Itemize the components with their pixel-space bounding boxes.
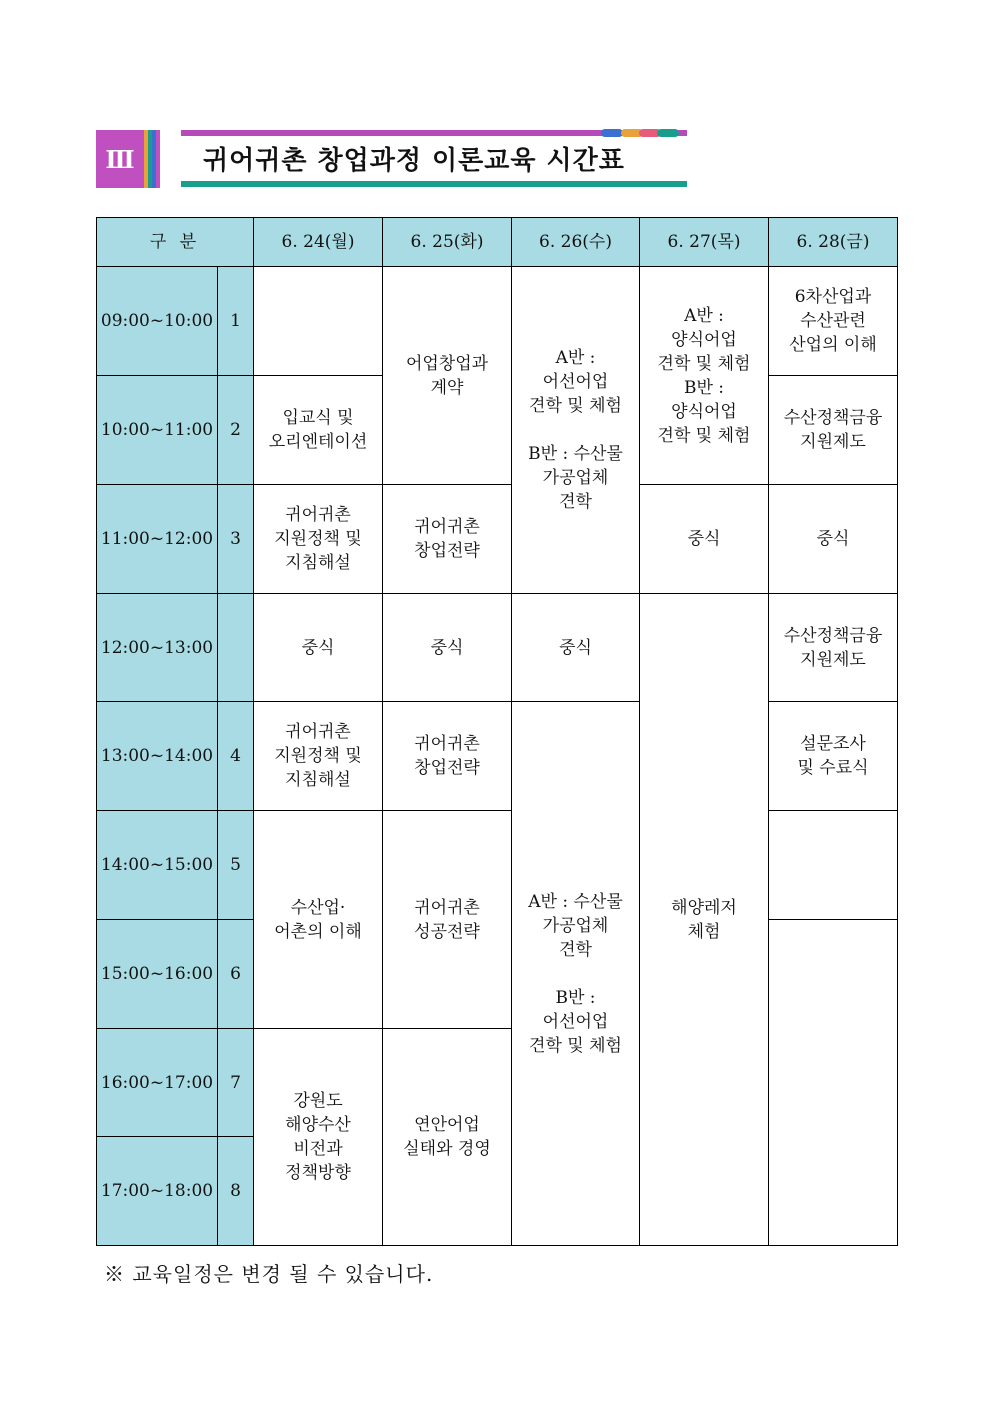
tue-p3: 귀어귀촌 창업전략 [383, 485, 512, 594]
day-header-wed: 6. 26(수) [512, 218, 640, 267]
period-cell: 1 [218, 267, 254, 376]
table-row [97, 485, 898, 594]
fri-lunch-slot: 수산정책금융 지원제도 [769, 594, 898, 702]
time-cell: 12:00~13:00 [97, 594, 218, 702]
table-row [97, 594, 898, 702]
day-header-mon: 6. 24(월) [254, 218, 383, 267]
period-cell: 4 [218, 702, 254, 811]
day-header-fri: 6. 28(금) [769, 218, 898, 267]
thu-p4-8: 해양레저 체험 [640, 594, 769, 1246]
schedule-table [96, 217, 898, 1246]
title-bottom-bar [181, 181, 687, 187]
fri-p4: 설문조사 및 수료식 [769, 702, 898, 811]
mon-p3: 귀어귀촌 지원정책 및 지침해설 [254, 485, 383, 594]
wed-lunch: 중식 [512, 594, 640, 702]
tue-lunch: 중식 [383, 594, 512, 702]
tue-p7-8: 연안어업 실태와 경영 [383, 1029, 512, 1246]
time-cell: 14:00~15:00 [97, 811, 218, 920]
day-header-thu: 6. 27(목) [640, 218, 769, 267]
time-cell: 15:00~16:00 [97, 920, 218, 1029]
mon-p4: 귀어귀촌 지원정책 및 지침해설 [254, 702, 383, 811]
schedule-footnote: ※ 교육일정은 변경 될 수 있습니다. [104, 1262, 434, 1286]
mon-lunch: 중식 [254, 594, 383, 702]
page-title: 귀어귀촌 창업과정 이론교육 시간표 [203, 146, 625, 176]
badge-stripes [144, 130, 160, 188]
period-cell: 8 [218, 1137, 254, 1246]
time-cell: 10:00~11:00 [97, 376, 218, 485]
section-number-badge: Ⅲ [96, 130, 144, 188]
thu-p1-2: A반 : 양식어업 견학 및 체험 B반 : 양식어업 견학 및 체험 [640, 267, 769, 485]
period-cell: 2 [218, 376, 254, 485]
table-row [97, 267, 898, 376]
day-header-tue: 6. 25(화) [383, 218, 512, 267]
time-cell: 09:00~10:00 [97, 267, 218, 376]
period-cell: 3 [218, 485, 254, 594]
period-cell [218, 594, 254, 702]
time-cell: 13:00~14:00 [97, 702, 218, 811]
fri-p3: 중식 [769, 485, 898, 594]
table-row [97, 702, 898, 811]
time-cell: 11:00~12:00 [97, 485, 218, 594]
period-cell: 5 [218, 811, 254, 920]
header-row [97, 218, 898, 267]
time-cell: 16:00~17:00 [97, 1029, 218, 1137]
wed-p1-3: A반 : 어선어업 견학 및 체험 B반 : 수산물 가공업체 견학 [512, 267, 640, 594]
fri-p2: 수산정책금융 지원제도 [769, 376, 898, 485]
fri-p1: 6차산업과 수산관련 산업의 이해 [769, 267, 898, 376]
mon-p1-empty [254, 267, 383, 376]
category-header: 구 분 [97, 218, 254, 267]
table-row [97, 811, 898, 920]
fri-p5-empty [769, 811, 898, 920]
tue-p4: 귀어귀촌 창업전략 [383, 702, 512, 811]
tue-p1-2: 어업창업과 계약 [383, 267, 512, 485]
fri-p6-8-empty [769, 920, 898, 1246]
thu-p3: 중식 [640, 485, 769, 594]
mon-p7-8: 강원도 해양수산 비전과 정책방향 [254, 1029, 383, 1246]
mon-p2: 입교식 및 오리엔테이션 [254, 376, 383, 485]
period-cell: 6 [218, 920, 254, 1029]
time-cell: 17:00~18:00 [97, 1137, 218, 1246]
wed-p4-8: A반 : 수산물 가공업체 견학 B반 : 어선어업 견학 및 체험 [512, 702, 640, 1246]
tue-p5-6: 귀어귀촌 성공전략 [383, 811, 512, 1029]
mon-p5-6: 수산업· 어촌의 이해 [254, 811, 383, 1029]
period-cell: 7 [218, 1029, 254, 1137]
